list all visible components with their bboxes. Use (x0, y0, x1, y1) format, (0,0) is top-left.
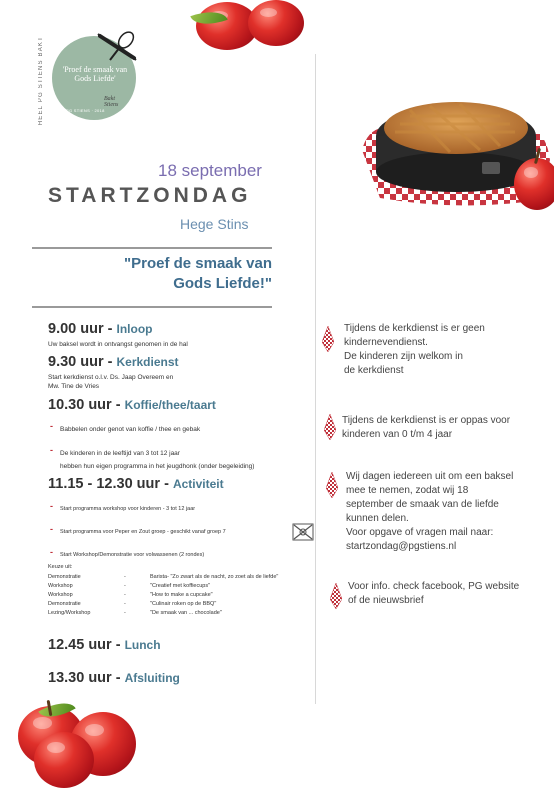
table-row: Workshop - "Creatief met koffiecups" (48, 583, 211, 589)
quote-line-1: "Proef de smaak van (123, 255, 272, 272)
event-label: Kerkdienst (116, 355, 179, 369)
peper-zout-icon (292, 523, 314, 541)
logo-small-text: PG STIENS · 2018 (66, 108, 105, 113)
kerkdienst-note-1: Start kerkdienst o.l.v. Ds. Jaap Overeem en (48, 374, 174, 381)
event-label: Activiteit (172, 477, 224, 491)
page-title: STARTZONDAG (48, 184, 252, 207)
checkered-flag-icon (326, 472, 338, 498)
checkered-flag-icon (324, 414, 336, 440)
divider-top (32, 247, 272, 249)
side-note-2: Tijdens de kerkdienst is er oppas voor kinderen van 0 t/m 4 jaar (342, 415, 511, 440)
logo-circle-text: 'Proef de smaak van Gods Liefde' (62, 65, 128, 83)
apple-image-top-right (248, 0, 304, 46)
side-note-3: Wij dagen iedereen uit om een baksel mee te nemen, zodat wij 18 september de smaak van de liefde kunnen delen. Voor opgave of vragen mail naar: startzondag@pgstiens.nl (346, 471, 514, 552)
table-row: Lezing/Workshop - "De smaak van ... chocolade" (48, 610, 222, 616)
event-date: 18 september (158, 161, 262, 180)
bullet-icon: - (50, 524, 53, 534)
event-label: Afsluiting (124, 671, 180, 685)
time-label: 9.00 uur - (48, 321, 113, 337)
bullet-icon: - (50, 547, 53, 557)
table-row: Demonstratie - "Culinair roken op de BBQ" (48, 601, 217, 607)
checkered-flag-icon (330, 583, 342, 609)
quote-line-2: Gods Liefde!" (173, 275, 272, 293)
time-label: 9.30 uur - (48, 354, 113, 370)
koffie-bullet-2a: De kinderen in de leeftijd van 3 tot 12 jaar (60, 450, 180, 457)
program-item-lunch (48, 637, 161, 653)
program-item-inloop (48, 321, 153, 337)
program-item-kerkdienst (48, 354, 179, 370)
event-label: Lunch (124, 638, 161, 652)
time-label: 11.15 - 12.30 uur - (48, 476, 169, 492)
workshop-table (48, 574, 318, 619)
event-label: Koffie/thee/taart (124, 398, 216, 412)
activiteit-bullet-3: Start Workshop/Demonstratie voor volwassenen (2 rondes) (60, 552, 205, 558)
program-item-koffie (48, 397, 216, 413)
activiteit-bullet-1: Start programma workshop voor kinderen - 3 tot 12 jaar (60, 506, 196, 512)
time-label: 10.30 uur - (48, 397, 121, 413)
koffie-bullet-1: Babbelen onder genot van koffie / thee en gebak (60, 426, 201, 433)
logo-vertical-text: HEEL PG STIENS BAKT (38, 36, 44, 126)
program-item-afsluiting (48, 670, 180, 686)
contact-email: startzondag@pgstiens.nl (346, 541, 457, 552)
bullet-icon: - (50, 445, 53, 455)
program-item-activiteit (48, 476, 224, 492)
event-location: Hege Stins (180, 216, 249, 232)
keuze-label: Keuze uit: (48, 564, 73, 570)
kerkdienst-note-2: Mw. Tine de Vries (48, 383, 100, 390)
apple-image-right (514, 158, 554, 210)
event-label: Inloop (116, 322, 153, 336)
divider-bottom (32, 306, 272, 308)
time-label: 12.45 uur - (48, 637, 121, 653)
inloop-note: Uw baksel wordt in ontvangst genomen in de hal (48, 341, 188, 348)
theme-quote (60, 254, 272, 295)
table-row: Workshop - "How to make a cupcake" (48, 592, 213, 598)
bullet-icon: - (50, 501, 53, 511)
time-label: 13.30 uur - (48, 670, 121, 686)
apple-image-bottom-3 (34, 732, 94, 788)
bullet-icon: - (50, 421, 53, 431)
checkered-flag-icon (322, 326, 334, 352)
side-note-4: Voor info. check facebook, PG website of de nieuwsbrief (348, 581, 520, 606)
activiteit-bullet-2: Start programma voor Peper en Zout groep - geschikt vanaf groep 7 (60, 529, 226, 535)
koffie-bullet-2b: hebben hun eigen programma in het jeugdhonk (onder begeleiding) (60, 463, 255, 470)
rolling-pin-whisk-icon (96, 30, 138, 64)
side-note-1: Tijdens de kerkdienst is er geen kindernevendienst. De kinderen zijn welkom in de kerkdienst (344, 323, 485, 376)
logo-signature: Bakt Stiens (104, 96, 119, 108)
table-row: Demonstratie - Barista- "Zo zwart als de nacht, zo zoet als de liefde" (48, 574, 279, 580)
